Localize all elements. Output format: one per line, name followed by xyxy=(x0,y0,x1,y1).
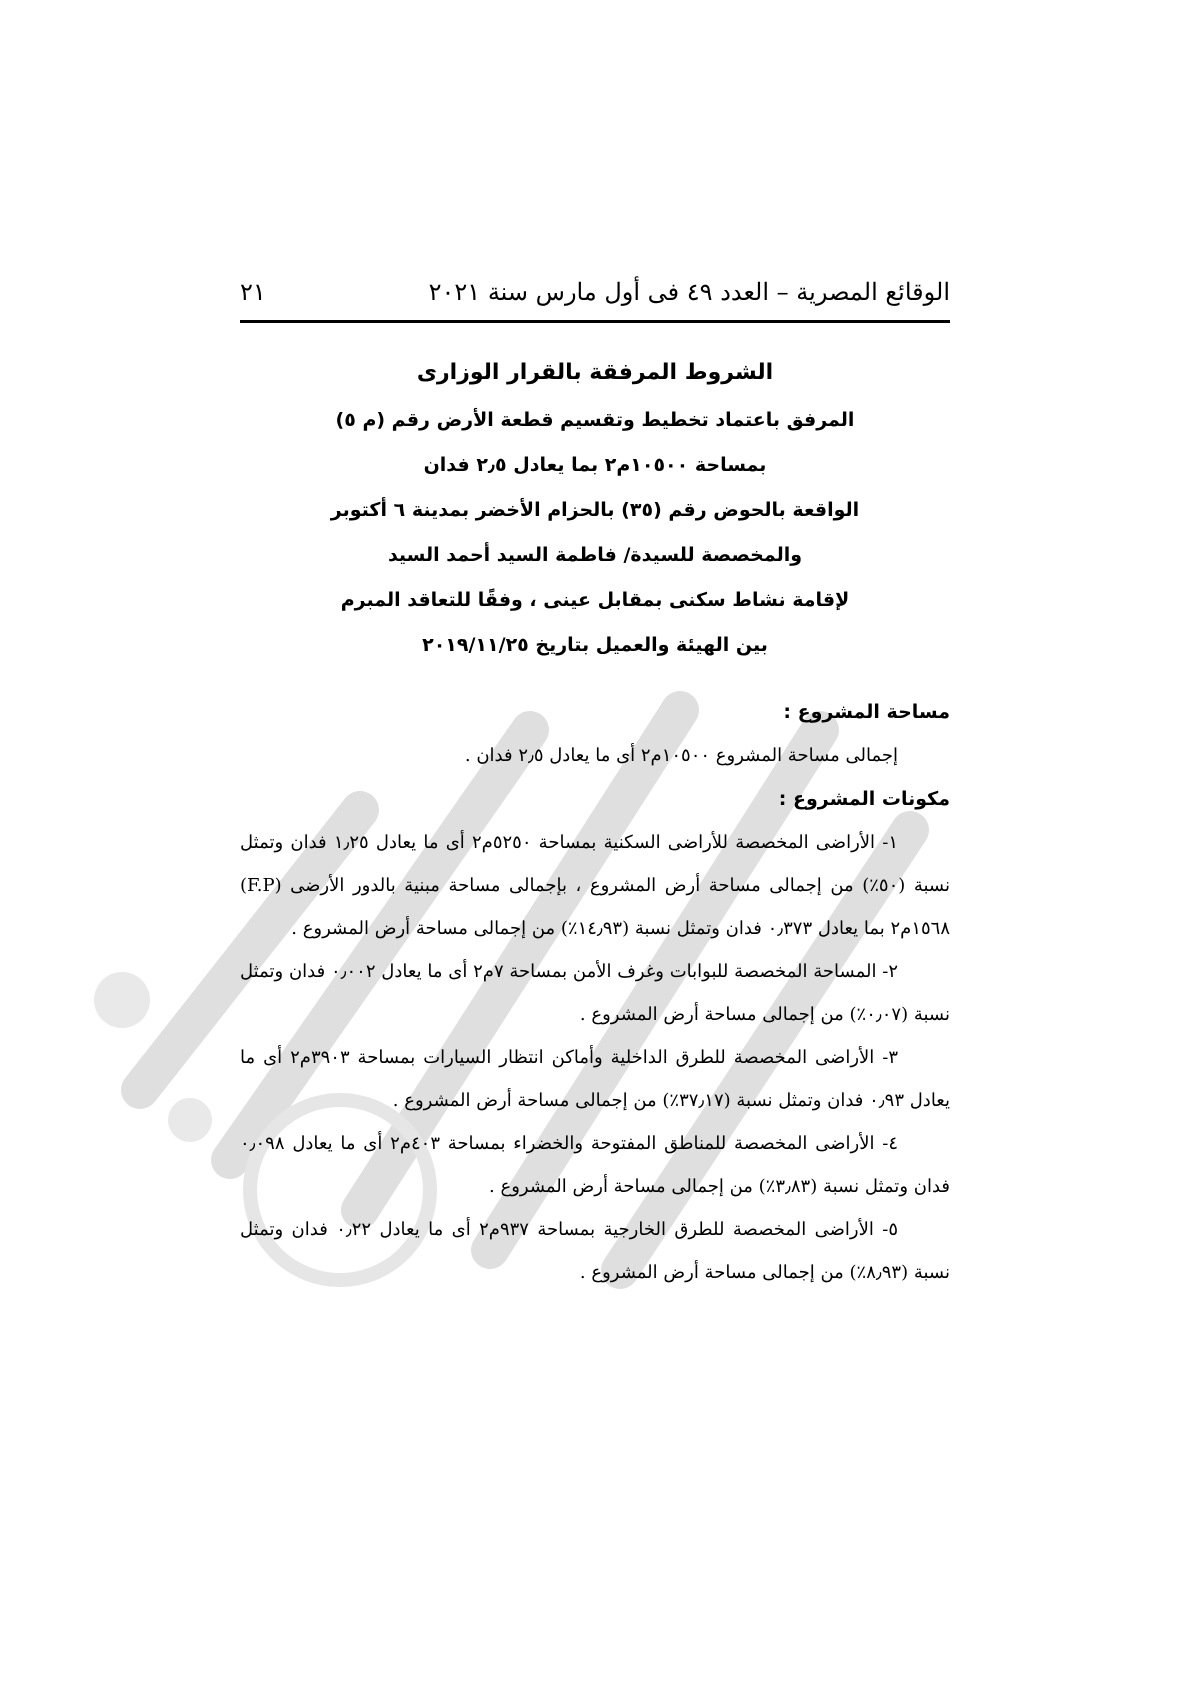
component-item: ٤- الأراضى المخصصة للمناطق المفتوحة والخضراء بمساحة ٤٠٣م٢ أى ما يعادل ٠٫٠٩٨ فدان وتمثل نسبة (٣٫٨٣٪) من إجمالى مساحة أرض المشروع . xyxy=(240,1133,950,1197)
document-titles xyxy=(240,348,950,668)
area-paragraph: إجمالى مساحة المشروع ١٠٥٠٠م٢ أى ما يعادل ٢٫٥ فدان . xyxy=(464,745,898,766)
component-item: ٣- الأراضى المخصصة للطرق الداخلية وأماكن انتظار السيارات بمساحة ٣٩٠٣م٢ أى ما يعادل ٠٫٩٣ فدان وتمثل نسبة (٣٧٫١٧٪) من إجمالى مساحة أرض المشروع . xyxy=(240,1047,950,1111)
component-item: ١- الأراضى المخصصة للأراضى السكنية بمساحة ٥٢٥٠م٢ أى ما يعادل ١٫٢٥ فدان وتمثل نسبة (٥٠٪) من إجمالى مساحة أرض المشروع ، بإجمالى مساحة مبنية بالدور الأرضى (F.P) ١٥٦٨م٢ بما يعادل ٠٫٣٧٣ فدان وتمثل نسبة (١٤٫٩٣٪) من إجمالى مساحة أرض المشروع . xyxy=(240,832,950,939)
page-number: ٢١ xyxy=(240,278,266,306)
component-item: ٢- المساحة المخصصة للبوابات وغرف الأمن بمساحة ٧م٢ أى ما يعادل ٠٫٠٠٢ فدان وتمثل نسبة (٠٫٠٧٪) من إجمالى مساحة أرض المشروع . xyxy=(240,961,950,1025)
subtitle-line: الواقعة بالحوض رقم (٣٥) بالحزام الأخضر بمدينة ٦ أكتوبر xyxy=(330,499,860,521)
subtitle-line: بين الهيئة والعميل بتاريخ ٢٠١٩/١١/٢٥ xyxy=(422,634,768,656)
area-heading: مساحة المشروع : xyxy=(783,701,950,723)
components-heading: مكونات المشروع : xyxy=(778,788,950,810)
subtitle-line: بمساحة ١٠٥٠٠م٢ بما يعادل ٢٫٥ فدان xyxy=(423,454,767,476)
subtitle-line: لإقامة نشاط سكنى بمقابل عينى ، وفقًا للتعاقد المبرم xyxy=(340,589,850,611)
header-divider xyxy=(240,320,950,323)
subtitle-line: والمخصصة للسيدة/ فاطمة السيد أحمد السيد xyxy=(387,544,803,566)
main-title: الشروط المرفقة بالقرار الوزارى xyxy=(416,360,774,385)
subtitle-line: المرفق باعتماد تخطيط وتقسيم قطعة الأرض رقم (م ٥) xyxy=(335,409,855,431)
page-header xyxy=(240,272,950,322)
document-body xyxy=(240,690,950,1294)
component-item: ٥- الأراضى المخصصة للطرق الخارجية بمساحة ٩٣٧م٢ أى ما يعادل ٠٫٢٢ فدان وتمثل نسبة (٨٫٩٣٪) من إجمالى مساحة أرض المشروع . xyxy=(240,1219,950,1283)
header-title: الوقائع المصرية – العدد ٤٩ فى أول مارس سنة ٢٠٢١ xyxy=(428,278,950,306)
